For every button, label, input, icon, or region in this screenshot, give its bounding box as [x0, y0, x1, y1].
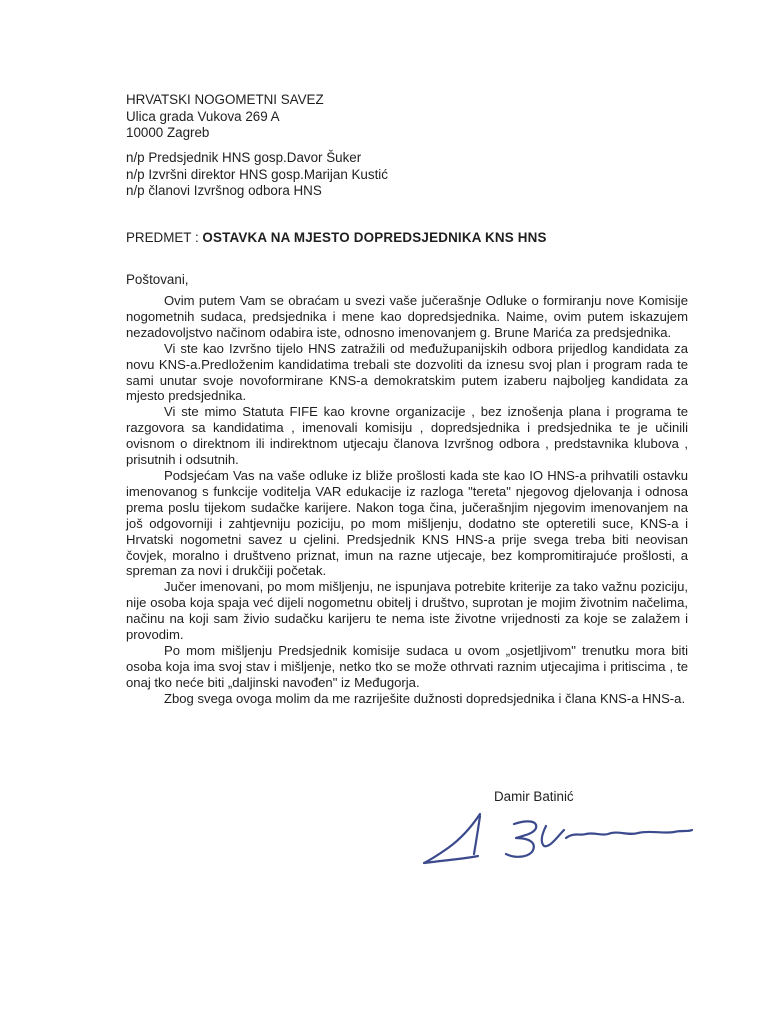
body-paragraph: Vi ste kao Izvršno tijelo HNS zatražili od međužupanijskih odbora prijedlog kandidata za novu KNS-a.Predloženim kandidatima trebali ste dozvoliti da iznesu svoj plan i program rada te sami unutar svoje novoformirane KNS-a demokratskim putem izaberu najboljeg kandidata za mjesto predsjednika.	[126, 340, 688, 404]
letter-body	[126, 293, 688, 707]
body-paragraph: Vi ste mimo Statuta FIFE kao krovne organizacije , bez iznošenja plana i programa te razgovora sa kandidatima , imenovali komisiju , dopredsjednika i predsjednika te je učinili ovisnom o direktnom ili indirektnom utjecaju članova Izvršnog odbora , predstavnika klubova , prisutnih i odsutnih.	[126, 404, 688, 468]
attention-lines	[126, 150, 388, 200]
body-paragraph: Zbog svega ovoga molim da me razriješite dužnosti dopredsjednika i člana KNS-a HNS-a.	[164, 690, 686, 706]
recipient-org: HRVATSKI NOGOMETNI SAVEZ	[126, 92, 324, 107]
recipient-address	[126, 92, 324, 142]
handwritten-signature	[418, 808, 698, 883]
attention-line: n/p članovi Izvršnog odbora HNS	[126, 183, 322, 199]
subject-label: PREDMET :	[126, 230, 203, 245]
body-paragraph: Podsjećam Vas na vaše odluke iz bliže prošlosti kada ste kao IO HNS-a prihvatili ostavku imenovanog s funkcije voditelja VAR edukacije iz razloga "tereta" njegovog djelovanja i odnosa prema poslu tijekom sudačke karijere. Nakon toga čina, jučerašnjim njegovim imenovanjem na još odgovorniji i zahtjevniju poziciju, po mom mišljenju, dodatno ste opteretili suce, KNS-a i Hrvatski nogometni savez u cjelini. Predsjednik KNS HNS-a prije svega treba biti neovisan čovjek, moralno i društveno priznat, imun na razne utjecaje, bez kompromitirajuće prošlosti, a spreman za novi i drukčiji početak.	[126, 467, 688, 579]
signer-name: Damir Batinić	[494, 789, 574, 804]
body-paragraph: Ovim putem Vam se obraćam u svezi vaše jučerašnje Odluke o formiranju nove Komisije nogometnih sudaca, predsjednika i mene kao dopredsjednika. Naime, ovim putem iskazujem nezadovoljstvo načinom odabira iste, odnosno imenovanjem g. Brune Marića za predsjednika.	[126, 293, 688, 340]
body-paragraph: Jučer imenovani, po mom mišljenju, ne ispunjava potrebite kriterije za tako važnu poziciju, nije osoba koja spaja već dijeli nogometnu obitelj i društvo, suprotan je mojim životnim načelima, načinu na koji sam živio sudačku karijeru te nema iste životne vrijednosti za koje se zalažem i provodim.	[126, 579, 688, 643]
attention-line: n/p Predsjednik HNS gosp.Davor Šuker	[126, 150, 362, 165]
body-paragraph: Po mom mišljenju Predsjednik komisije sudaca u ovom „osjetljivom" trenutku mora biti osoba koja ima svoj stav i mišljenje, netko tko se može othrvati raznim utjecajima i pritiscima , te onaj tko neće biti „daljinski navođen" iz Međugorja.	[126, 642, 688, 690]
subject-line	[126, 230, 547, 245]
subject-title: OSTAVKA NA MJESTO DOPREDSJEDNIKA KNS HNS	[202, 230, 547, 245]
signature-scribble	[418, 808, 698, 878]
recipient-street: Ulica grada Vukova 269 A	[126, 108, 280, 124]
recipient-city: 10000 Zagreb	[126, 125, 210, 141]
attention-line: n/p Izvršni direktor HNS gosp.Marijan Kustić	[126, 166, 388, 182]
greeting: Poštovani,	[126, 272, 189, 287]
